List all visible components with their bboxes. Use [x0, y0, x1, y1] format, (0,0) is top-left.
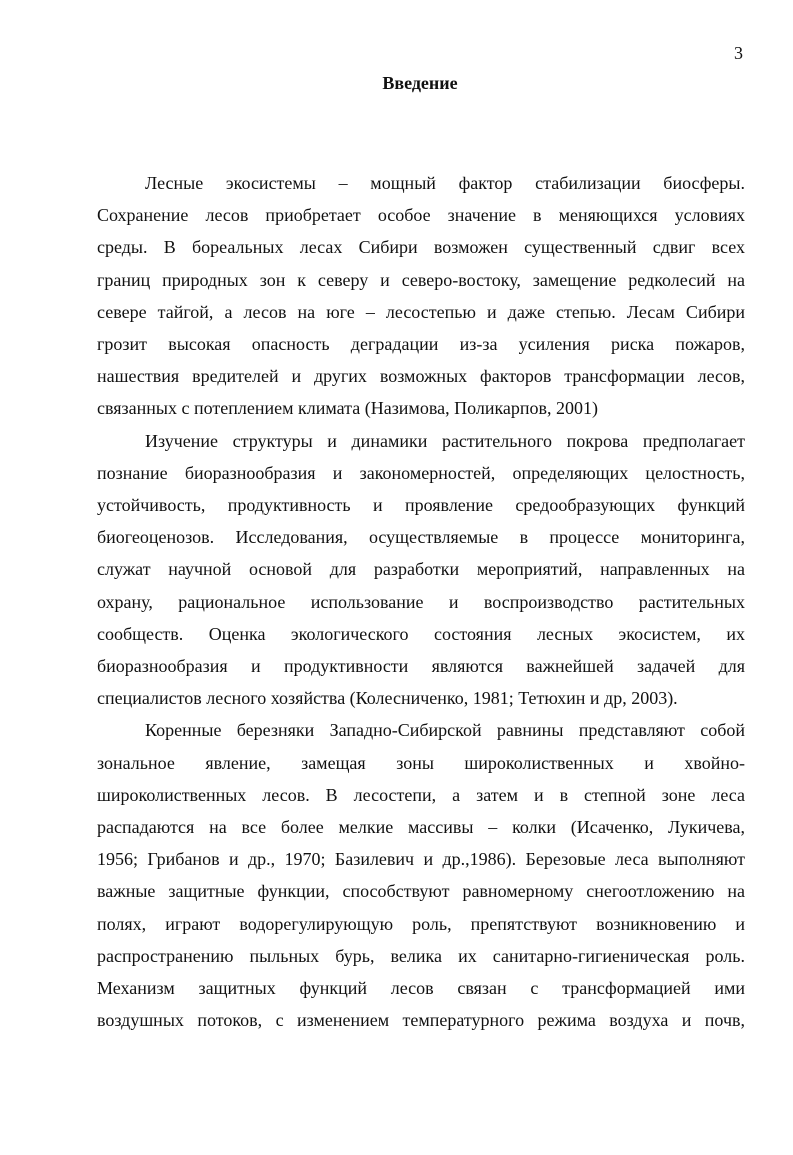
text-line: среды. В бореальных лесах Сибири возможен существенный сдвиг всех: [97, 237, 745, 258]
text-line: специалистов лесного хозяйства (Колесниченко, 1981; Тетюхин и др, 2003).: [97, 688, 678, 709]
text-line: севере тайгой, а лесов на юге – лесостепью и даже степью. Лесам Сибири: [97, 301, 745, 322]
paragraph-2: [97, 425, 745, 715]
text-line: Изучение структуры и динамики растительного покрова предполагает: [145, 430, 745, 451]
text-line: распадаются на все более мелкие массивы – колки (Исаченко, Лукичева,: [97, 817, 745, 838]
paragraph-3: [97, 714, 745, 1036]
text-line: грозит высокая опасность деградации из-за усиления риска пожаров,: [97, 334, 745, 355]
text-line: распространению пыльных бурь, велика их санитарно-гигиеническая роль.: [97, 945, 745, 966]
text-line: Механизм защитных функций лесов связан с трансформацией ими: [97, 978, 745, 999]
text-line: Коренные березняки Западно-Сибирской равнины представляют собой: [145, 720, 745, 741]
text-line: служат научной основой для разработки мероприятий, направленных на: [97, 559, 745, 580]
text-line: важные защитные функции, способствуют равномерному снегоотложению на: [97, 881, 745, 902]
text-line: охрану, рациональное использование и воспроизводство растительных: [97, 591, 745, 612]
text-line: 1956; Грибанов и др., 1970; Базилевич и др.,1986). Березовые леса выполняют: [97, 849, 745, 870]
text-line: широколиственных лесов. В лесостепи, а затем и в степной зоне леса: [97, 784, 745, 805]
text-line: познание биоразнообразия и закономерностей, определяющих целостность,: [97, 462, 745, 483]
page-number: 3: [734, 43, 743, 63]
text-line: устойчивость, продуктивность и проявление средообразующих функций: [97, 495, 745, 516]
text-line: биогеоценозов. Исследования, осуществляемые в процессе мониторинга,: [97, 527, 745, 548]
text-line: биоразнообразия и продуктивности являются важнейшей задачей для: [97, 656, 745, 677]
text-line: связанных с потеплением климата (Назимова, Поликарпов, 2001): [97, 398, 599, 419]
body-text: [97, 167, 745, 1036]
text-line: Сохранение лесов приобретает особое значение в меняющихся условиях: [97, 205, 745, 226]
text-line: Лесные экосистемы – мощный фактор стабилизации биосферы.: [145, 173, 745, 193]
text-line: зональное явление, замещая зоны широколиственных и хвойно-: [97, 752, 745, 773]
text-line: воздушных потоков, с изменением температурного режима воздуха и почв,: [97, 1010, 745, 1031]
text-line: нашествия вредителей и других возможных факторов трансформации лесов,: [97, 366, 745, 387]
text-line: полях, играют водорегулирующую роль, препятствуют возникновению и: [97, 913, 745, 934]
text-line: границ природных зон к северу и северо-востоку, замещение редколесий на: [97, 269, 745, 290]
page-title: Введение: [382, 73, 458, 93]
text-line: сообществ. Оценка экологического состояния лесных экосистем, их: [97, 623, 745, 644]
paragraph-1: [97, 167, 745, 425]
